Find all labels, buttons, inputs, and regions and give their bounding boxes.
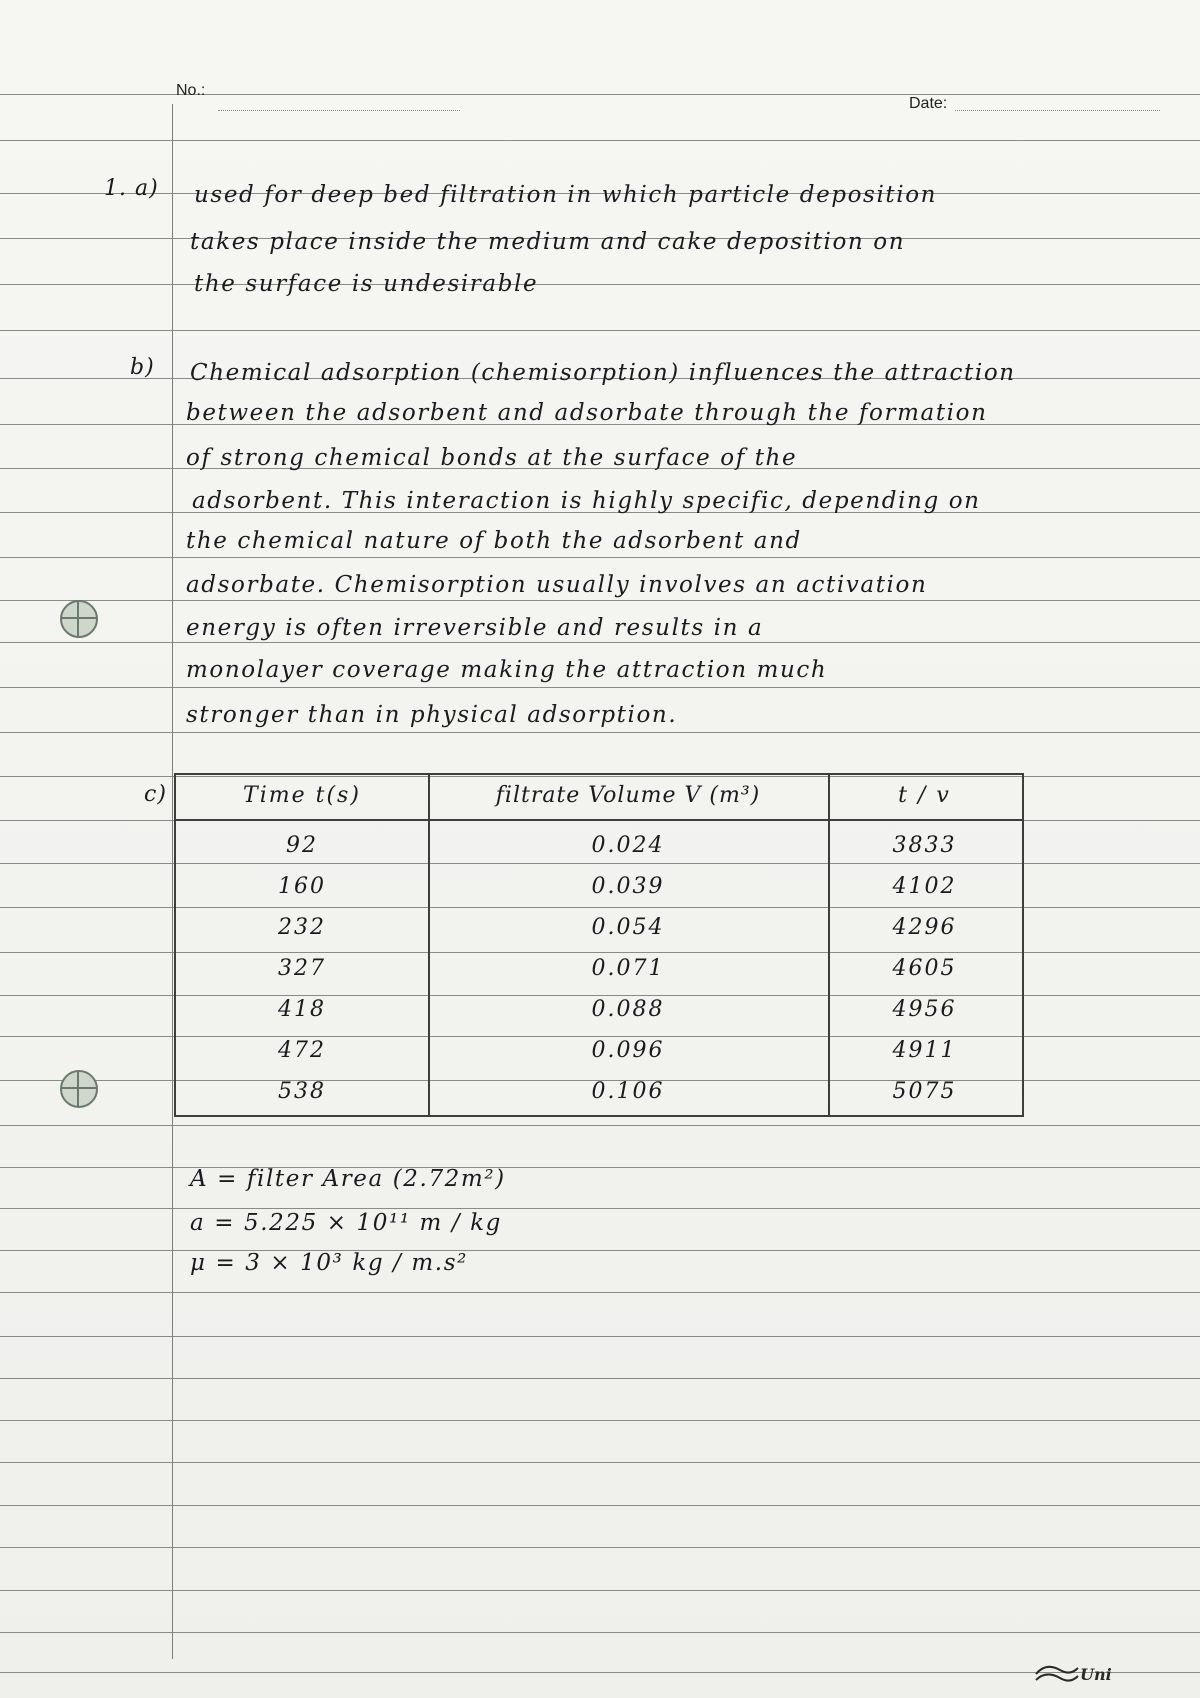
table-cell: 4605	[892, 956, 957, 981]
answer-1b-line: stronger than in physical adsorption.	[186, 702, 678, 728]
no-dotted-line	[218, 110, 460, 111]
ruled-line	[0, 330, 1200, 331]
binder-ring-icon	[60, 1070, 98, 1108]
table-cell: 232	[278, 915, 326, 940]
table-cell: 0.096	[591, 1038, 665, 1063]
table-cell: 0.024	[591, 833, 665, 858]
ruled-line	[0, 1672, 1200, 1673]
answer-1b-line: monolayer coverage making the attraction much	[186, 657, 828, 683]
table-cell: 4956	[892, 997, 957, 1022]
ruled-line	[0, 284, 1200, 285]
ruled-line	[0, 1336, 1200, 1337]
filtration-data-table	[174, 773, 1024, 1117]
binder-ring-icon	[60, 600, 98, 638]
ruled-line	[0, 732, 1200, 733]
ruled-line	[0, 1590, 1200, 1591]
ruled-line	[0, 1167, 1200, 1168]
table-header-time: Time t(s)	[243, 783, 361, 808]
ruled-line	[0, 1292, 1200, 1293]
margin-line	[172, 104, 173, 1659]
answer-1b-line: Chemical adsorption (chemisorption) influences the attraction	[190, 360, 1016, 386]
table-cell: 0.106	[591, 1079, 665, 1104]
answer-1a-line: the surface is undesirable	[194, 271, 539, 297]
table-cell: 4102	[892, 874, 957, 899]
given-line: A = filter Area (2.72m²)	[190, 1166, 506, 1192]
ruled-line	[0, 600, 1200, 601]
table-header-t-over-v: t / v	[898, 783, 951, 808]
given-line: μ = 3 × 10³ kg / m.s²	[190, 1250, 468, 1276]
ruled-line	[0, 557, 1200, 558]
table-cell: 472	[278, 1038, 326, 1063]
question-1b-label: b)	[130, 355, 155, 380]
ruled-line	[0, 687, 1200, 688]
table-cell: 418	[278, 997, 326, 1022]
table-header-volume: filtrate Volume V (m³)	[495, 783, 761, 808]
table-cell: 160	[278, 874, 326, 899]
question-1a-label: 1. a)	[104, 176, 159, 201]
table-cell: 0.039	[591, 874, 665, 899]
table-cell: 5075	[892, 1079, 957, 1104]
ruled-line	[0, 1125, 1200, 1126]
brand-logo-icon	[1034, 1658, 1114, 1688]
ruled-line	[0, 1250, 1200, 1251]
ruled-line	[0, 1378, 1200, 1379]
ruled-line	[0, 1420, 1200, 1421]
table-cell: 3833	[892, 833, 957, 858]
answer-1a-line: takes place inside the medium and cake deposition on	[190, 229, 906, 255]
question-1c-label: c)	[144, 782, 167, 807]
no-label: No.:	[176, 82, 206, 99]
ruled-line	[0, 1462, 1200, 1463]
ruled-line	[0, 1547, 1200, 1548]
table-cell: 327	[278, 956, 326, 981]
given-line: a = 5.225 × 10¹¹ m / kg	[190, 1210, 503, 1236]
ruled-line	[0, 1632, 1200, 1633]
date-label: Date:	[909, 95, 948, 112]
answer-1b-line: the chemical nature of both the adsorbent and	[186, 528, 802, 554]
answer-1a-line: used for deep bed filtration in which particle deposition	[194, 182, 938, 208]
ruled-line	[0, 1505, 1200, 1506]
table-cell: 4911	[892, 1038, 957, 1063]
answer-1b-line: energy is often irreversible and results in a	[186, 615, 764, 641]
ruled-line	[0, 1208, 1200, 1209]
ruled-line	[0, 140, 1200, 141]
logo-text: Uni	[1080, 1665, 1112, 1684]
table-cell: 538	[278, 1079, 326, 1104]
answer-1b-line: of strong chemical bonds at the surface of the	[186, 445, 798, 471]
table-cell: 0.054	[591, 915, 665, 940]
table-cell: 4296	[892, 915, 957, 940]
table-cell: 92	[286, 833, 318, 858]
table-cell: 0.088	[591, 997, 665, 1022]
ruled-line	[0, 642, 1200, 643]
answer-1b-line: between the adsorbent and adsorbate through the formation	[186, 400, 988, 426]
table-cell: 0.071	[591, 956, 665, 981]
answer-1b-line: adsorbate. Chemisorption usually involves an activation	[186, 572, 928, 598]
answer-1b-line: adsorbent. This interaction is highly specific, depending on	[192, 488, 981, 514]
date-dotted-line	[955, 110, 1160, 111]
